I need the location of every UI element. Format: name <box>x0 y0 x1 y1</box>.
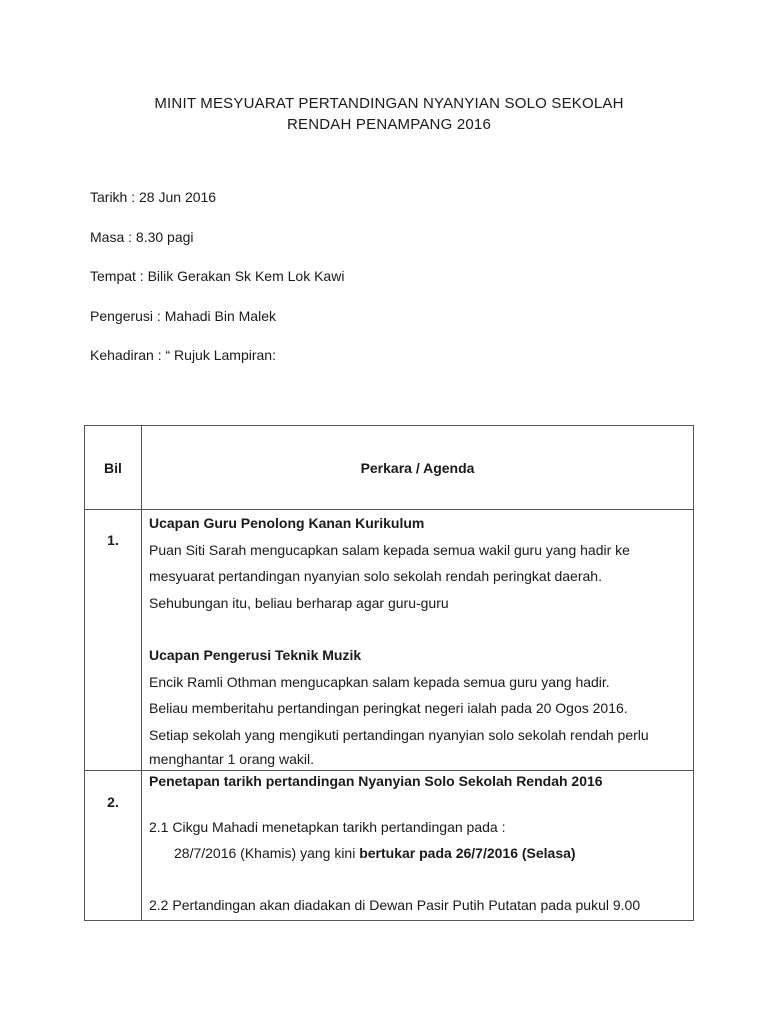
paragraph-line: Encik Ramli Othman mengucapkan salam kepada semua guru yang hadir. <box>149 673 610 690</box>
paragraph-line: Beliau memberitahu pertandingan peringkat negeri ialah pada 20 Ogos 2016. <box>149 700 628 716</box>
meta-kehadiran: Kehadiran : “ Rujuk Lampiran: <box>90 347 276 363</box>
document-title <box>84 93 694 135</box>
title-line-2: RENDAH PENAMPANG 2016 <box>287 116 491 133</box>
paragraph-line: 2.1 Cikgu Mahadi menetapkan tarikh pertandingan pada : <box>149 819 506 835</box>
title-line-1: MINIT MESYUARAT PERTANDINGAN NYANYIAN SOLO SEKOLAH <box>154 95 624 112</box>
meta-pengerusi: Pengerusi : Mahadi Bin Malek <box>90 308 276 324</box>
row-number-cell <box>85 510 142 771</box>
paragraph-line: Puan Siti Sarah mengucapkan salam kepada semua wakil guru yang hadir ke <box>149 541 630 558</box>
spacer <box>149 790 687 814</box>
spacer <box>149 866 687 892</box>
spacer <box>149 616 687 642</box>
table-row <box>85 771 694 921</box>
paragraph-line: menghantar 1 orang wakil. <box>149 751 314 767</box>
paragraph-line <box>149 840 687 866</box>
row-number: 2. <box>107 794 119 810</box>
date-new: bertukar pada 26/7/2016 (Selasa) <box>359 845 576 861</box>
agenda-content <box>142 510 693 770</box>
meta-tempat: Tempat : Bilik Gerakan Sk Kem Lok Kawi <box>90 268 345 284</box>
agenda-content <box>142 771 693 918</box>
section-heading: Penetapan tarikh pertandingan Nyanyian Solo Sekolah Rendah 2016 <box>149 773 603 789</box>
row-number: 1. <box>107 532 119 548</box>
table-header-row <box>85 426 694 510</box>
paragraph-line: 2.2 Pertandingan akan diadakan di Dewan Pasir Putih Putatan pada pukul 9.00 <box>149 897 641 913</box>
agenda-cell <box>142 771 694 921</box>
row-number-cell <box>85 771 142 921</box>
header-agenda: Perkara / Agenda <box>142 426 694 510</box>
paragraph-line: mesyuarat pertandingan nyanyian solo sekolah rendah peringkat daerah. <box>149 568 602 584</box>
header-bil: Bil <box>85 426 142 510</box>
table-row <box>85 510 694 771</box>
meta-tarikh: Tarikh : 28 Jun 2016 <box>90 189 217 205</box>
section-heading: Ucapan Pengerusi Teknik Muzik <box>149 647 362 663</box>
agenda-cell <box>142 510 694 771</box>
agenda-table <box>84 425 694 921</box>
paragraph-line: Sehubungan itu, beliau berharap agar guru-guru <box>149 594 449 611</box>
section-heading: Ucapan Guru Penolong Kanan Kurikulum <box>149 515 425 531</box>
paragraph-line: Setiap sekolah yang mengikuti pertandingan nyanyian solo sekolah rendah perlu <box>149 726 649 743</box>
date-old: 28/7/2016 (Khamis) yang kini <box>174 845 360 861</box>
meta-masa: Masa : 8.30 pagi <box>90 229 194 245</box>
